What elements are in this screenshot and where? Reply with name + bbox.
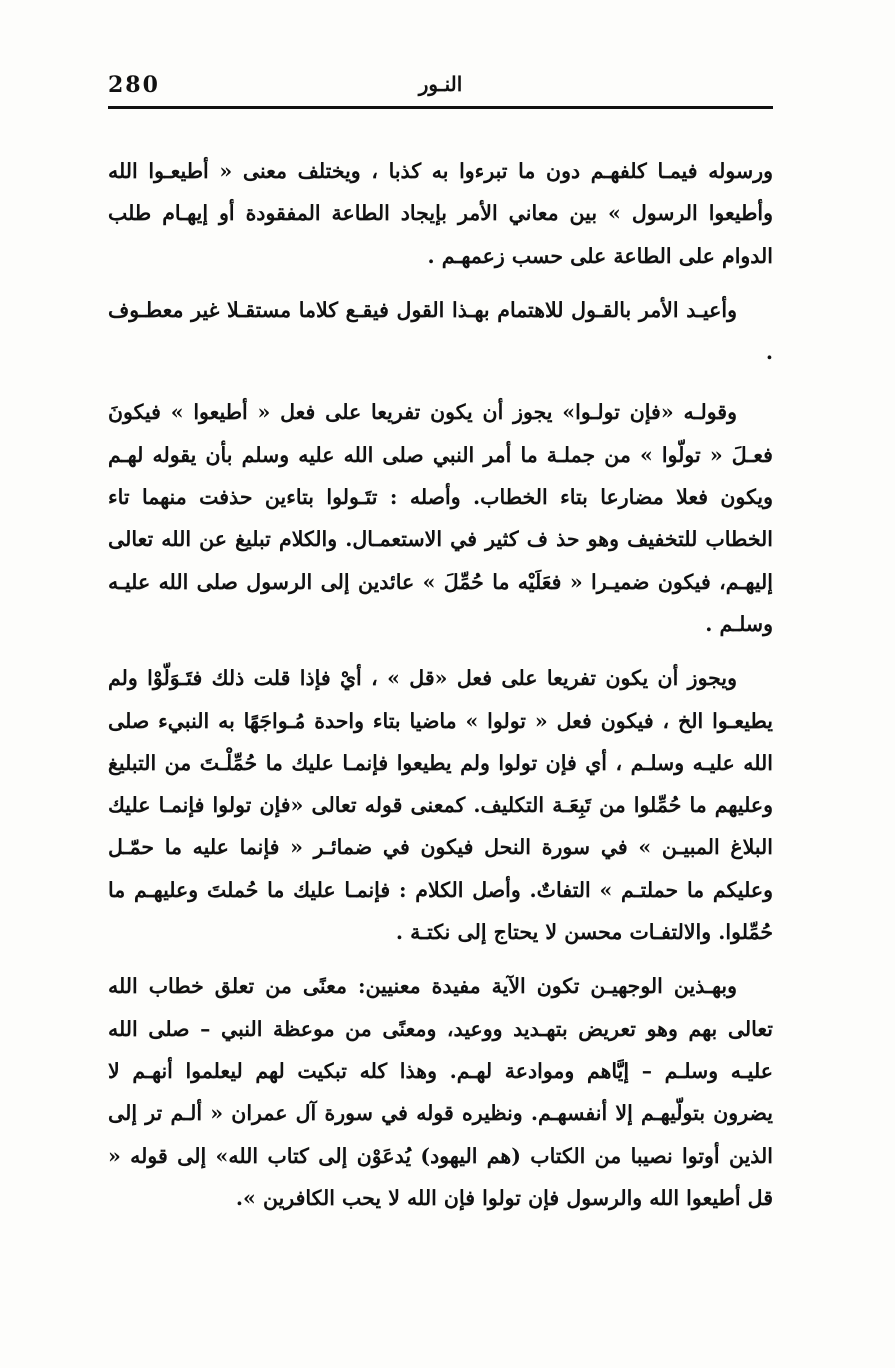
header-rule	[108, 106, 773, 109]
body-text	[108, 150, 773, 1219]
paragraph: وبهـذين الوجهيـن تكون الآية مفيدة معنيين: معنًى من تعلق خطاب الله تعالى بهم وهو تعريض بتهـديد ووعيد، ومعنًى من موعظة النبي – صلى الله عليـه وسلـم – إيَّاهم وموادعة لهـم. وهذا كله تبكيت لهم ليعلموا أنهـم لا يضرون بتولّيهـم إلا أنفسهـم. ونظيره قوله في سورة آل عمران « ألـم تر إلى الذين أوتوا نصيبا من الكتاب (هم اليهود) يُدعَوْن إلى كتاب الله» إلى قوله « قل أطيعوا الله والرسول فإن تولوا فإن الله لا يحب الكافرين ».	[108, 974, 773, 1210]
page-number: 280	[108, 72, 160, 98]
page-header	[108, 66, 773, 108]
paragraph: ورسوله فيمـا كلفهـم دون ما تبرءوا به كذبا ، ويختلف معنى « أطيعـوا الله وأطيعوا الرسول » بين معاني الأمر بإيجاد الطاعة المفقودة أو إيهـام طلب الدوام على الطاعة على حسب زعمهـم .	[108, 159, 773, 268]
paragraph: وأعيـد الأمر بالقـول للاهتمام بهـذا القول فيقـع كلاما مستقـلا غير معطـوف .	[108, 297, 773, 365]
paragraph: وقولـه «فإن تولـوا» يجوز أن يكون تفريعا على فعل « أطيعوا » فيكونَ فعـلَ « تولّوا » من جملـة ما أمر النبي صلى الله عليه وسلم بأن يقوله لهـم ويكون فعلا مضارعا بتاء الخطاب. وأصله : تتَـولوا بتاءين حذفت منهما تاء الخطاب للتخفيف وهو حذ ف كثير في الاستعمـال. والكلام تبليغ عن الله تعالى إليهـم، فيكون ضميـرا « فعَلَيْه ما حُمِّلَ » عائدين إلى الرسول صلى الله عليـه وسلـم .	[108, 400, 773, 636]
paragraph: ويجوز أن يكون تفريعا على فعل «قل » ، أيْ فإذا قلت ذلك فتَـوَلّوْا ولم يطيعـوا الخ ، فيكون فعل « تولوا » ماضيا بتاء واحدة مُـواجَهًا به النبيء صلى الله عليـه وسلـم ، أي فإن تولوا ولم يطيعوا فإنمـا عليك ما حُمِّلْـتَ من التبليغ وعليهم ما حُمِّلوا من تَبِعَـة التكليف. كمعنى قوله تعالى «فإن تولوا فإنمـا عليك البلاغ المبيـن » في سورة النحل فيكون في ضمائـر « فإنما عليه ما حمّـل وعليكم ما حملتـم » التفاتٌ. وأصل الكلام : فإنمـا عليك ما حُملتَ وعليهـم ما حُمِّلوا. والالتفـات محسن لا يحتاج إلى نكتـة .	[108, 666, 773, 945]
running-title: النـور	[418, 72, 463, 96]
